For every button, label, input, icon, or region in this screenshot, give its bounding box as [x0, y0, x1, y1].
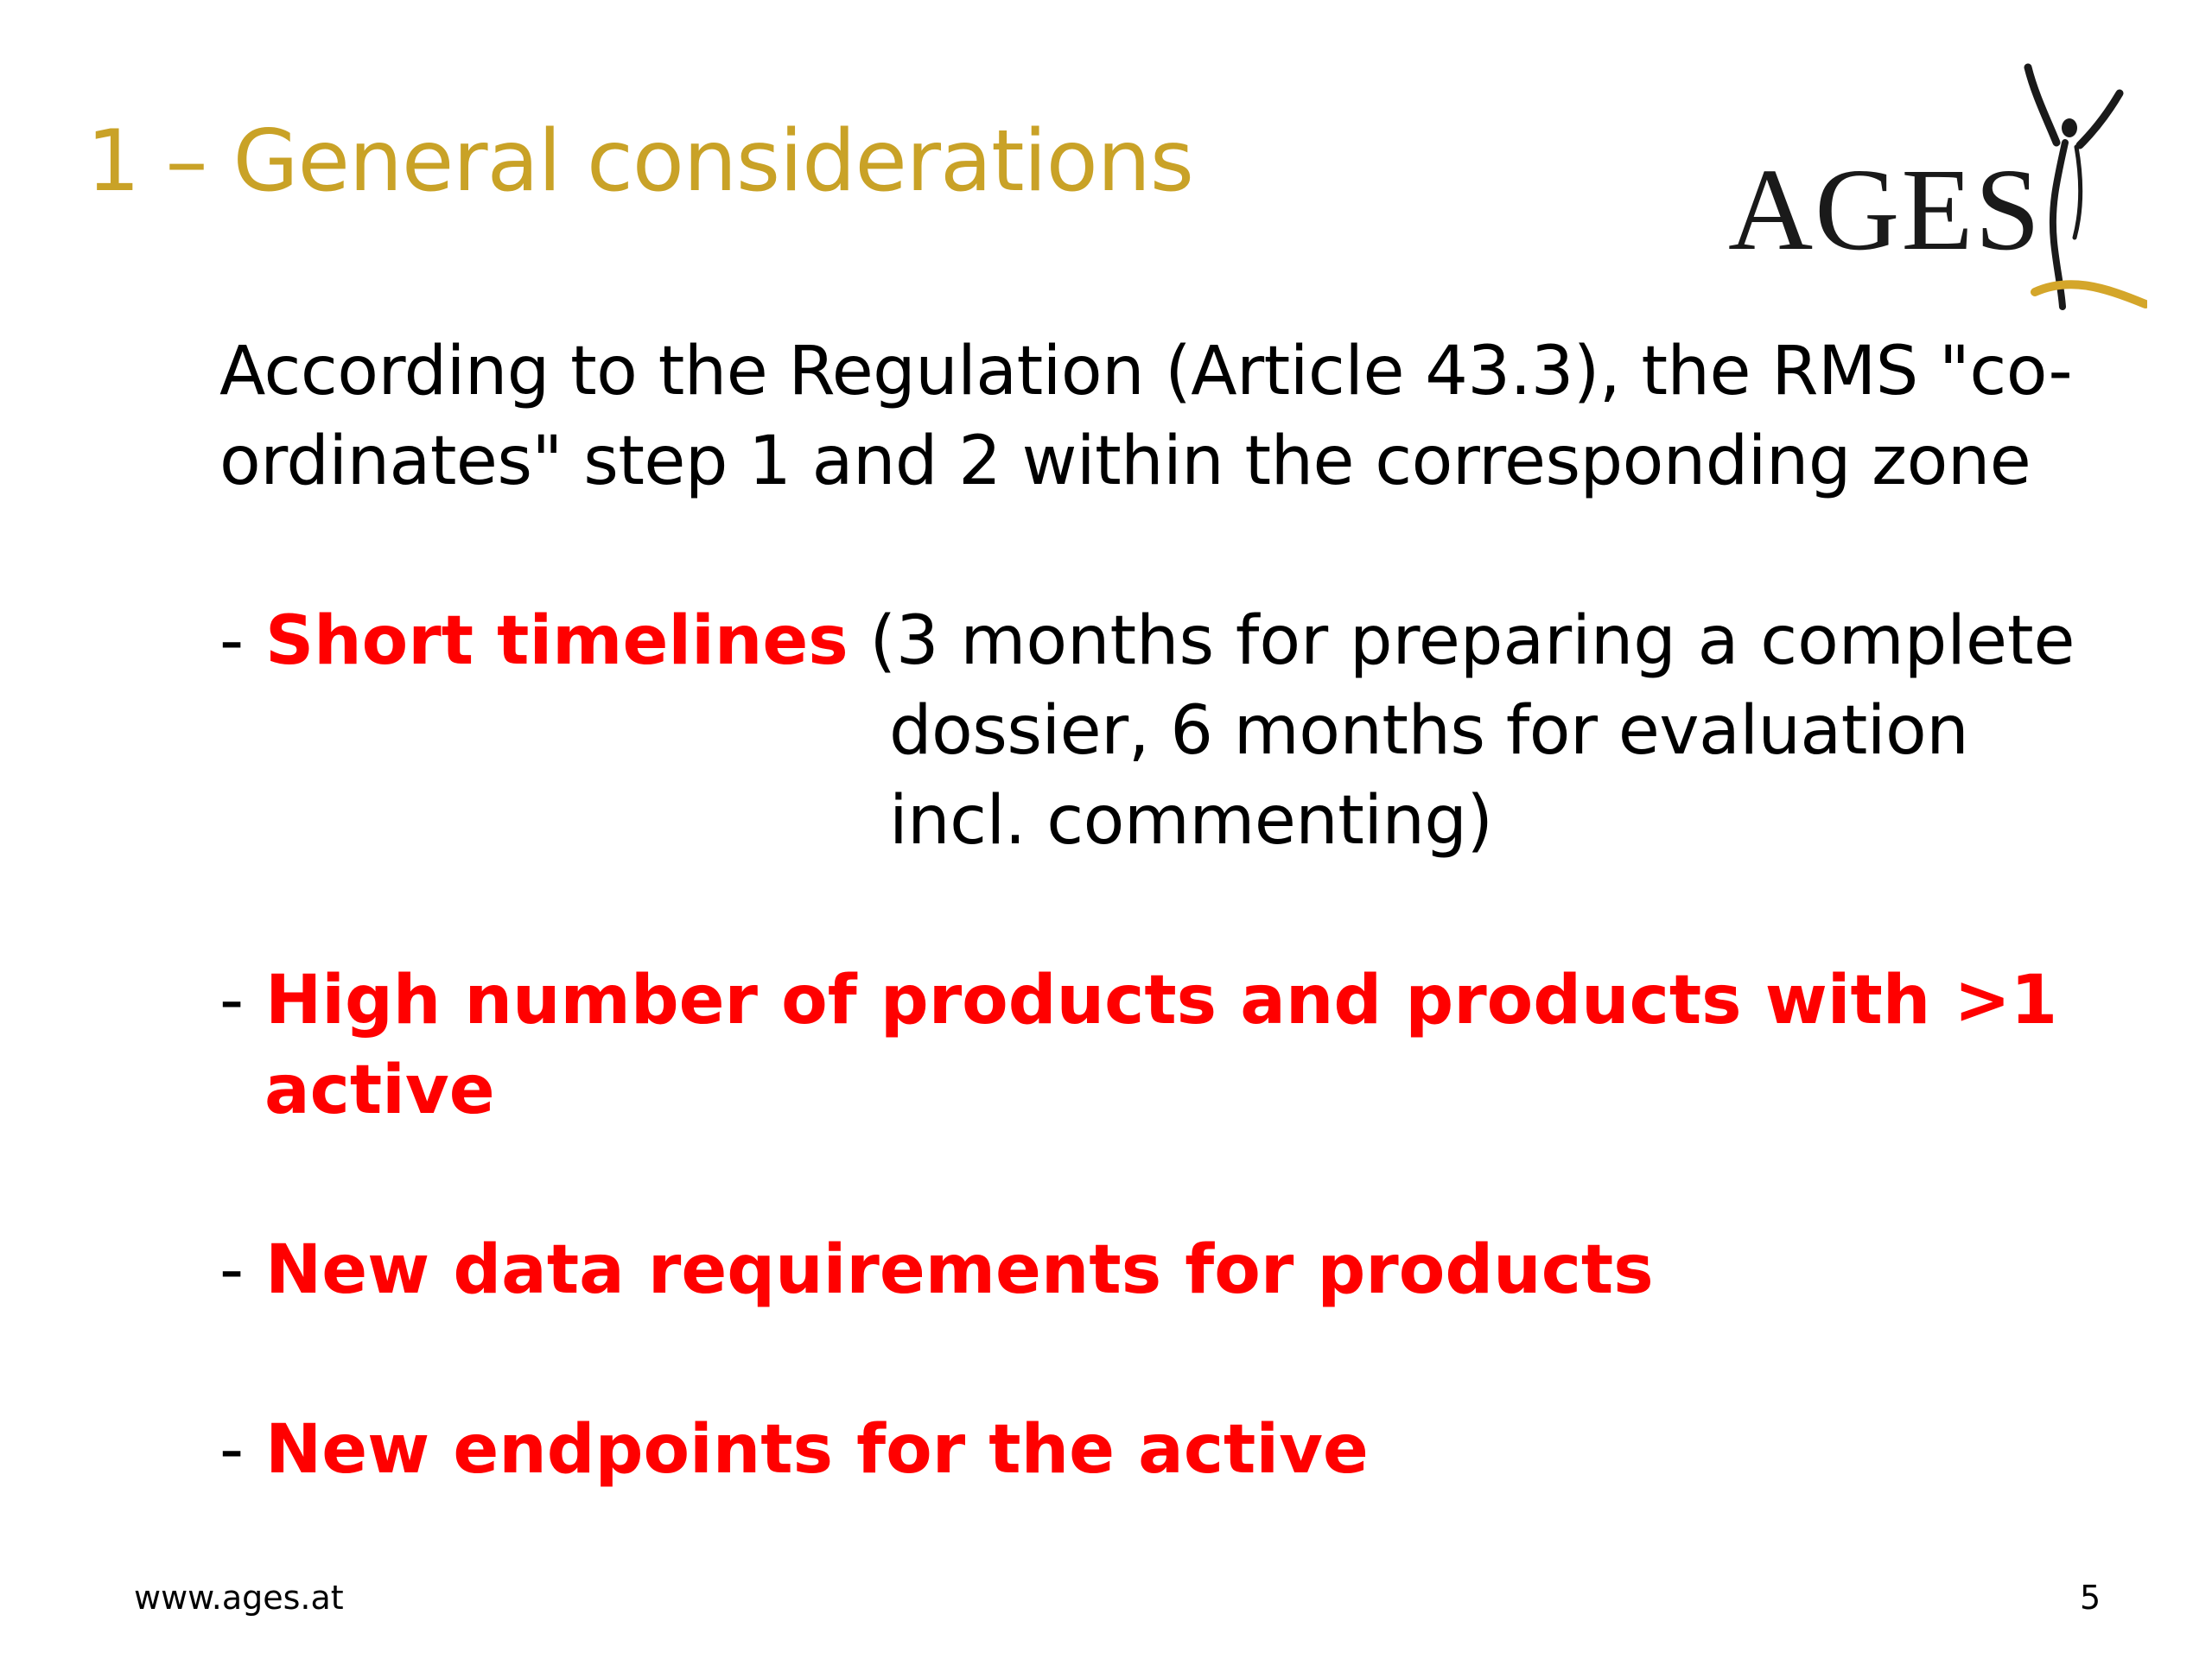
bullet-highlight-line-2: active	[264, 1052, 495, 1129]
bullet-highlight: New data requirements for products	[264, 1231, 1654, 1309]
bullet-text-line-3: incl. commenting)	[889, 782, 1493, 860]
page-number: 5	[2080, 1579, 2101, 1617]
bullet-high-number-products	[219, 956, 2077, 1135]
logo-wordmark: AGES	[1728, 145, 2043, 275]
bullet-highlight: New endpoints for the active	[264, 1411, 1369, 1489]
bullet-dash: -	[219, 1231, 245, 1309]
ages-logo	[1715, 60, 2147, 320]
bullet-highlight: Short timelines	[264, 602, 849, 680]
intro-line-1: According to the Regulation (Article 43.3), the RMS "co-	[219, 333, 2073, 410]
intro-line-2: ordinates" step 1 and 2 within the corresponding zone	[219, 423, 2031, 500]
bullet-highlight-line-1: High number of products and products with >1	[264, 962, 2058, 1039]
bullet-new-endpoints	[219, 1405, 2077, 1495]
bullet-text-line-1: (3 months for preparing a complete	[848, 602, 2075, 680]
bullet-new-data-requirements	[219, 1225, 2077, 1315]
slide-title: 1 – General considerations	[86, 112, 1193, 211]
bullet-dash: -	[219, 1411, 245, 1489]
bullet-text-line-2: dossier, 6 months for evaluation	[889, 692, 1969, 770]
bullet-dash: -	[219, 962, 245, 1039]
dancer-figure-icon	[2009, 60, 2147, 320]
bullet-dash: -	[219, 602, 245, 680]
intro-paragraph	[219, 327, 2077, 506]
bullet-short-timelines	[219, 596, 2077, 866]
footer-url: www.ages.at	[134, 1579, 344, 1617]
slide-body	[219, 327, 2077, 1495]
